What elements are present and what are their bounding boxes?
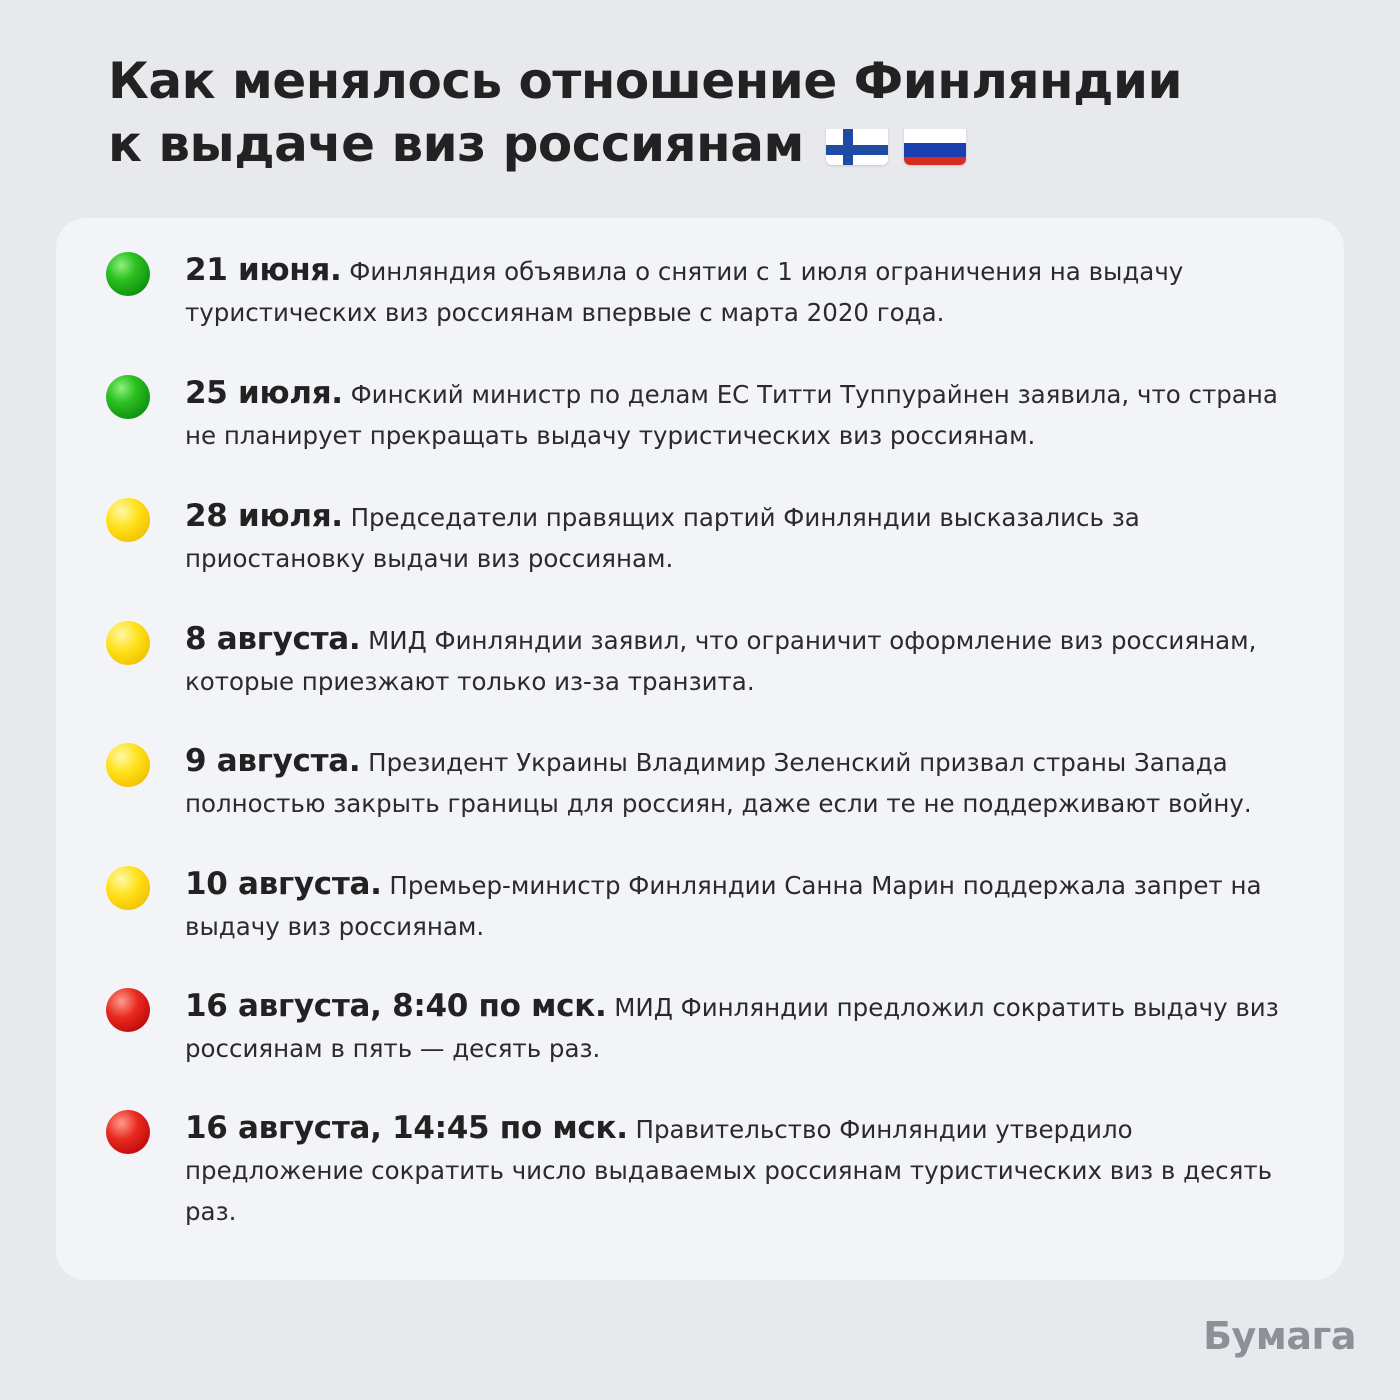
timeline-item-date: 10 августа. xyxy=(185,866,382,902)
timeline-item-text xyxy=(185,373,1315,456)
timeline-item-description: Правительство Финляндии утвердило предложение сократить число выдаваемых россиянам туристических виз в десять раз. xyxy=(185,1115,1273,1226)
timeline-item-text xyxy=(185,496,1315,579)
timeline-item-text xyxy=(185,1108,1315,1232)
timeline-item-description: Премьер-министр Финляндии Санна Марин поддержала запрет на выдачу виз россиянам. xyxy=(185,871,1262,941)
russia-flag-icon xyxy=(904,123,966,165)
timeline-item-date: 16 августа, 14:45 по мск. xyxy=(185,1110,628,1146)
timeline-item-text xyxy=(185,619,1315,702)
yellow-circle-icon xyxy=(106,866,150,910)
timeline-item-description: Финляндия объявила о снятии с 1 июля ограничения на выдачу туристических виз россиянам впервые с марта 2020 года. xyxy=(185,257,1184,327)
red-circle-icon xyxy=(106,1110,150,1154)
finland-flag-icon xyxy=(826,123,888,165)
red-circle-icon xyxy=(106,988,150,1032)
timeline-item-date: 8 августа. xyxy=(185,621,361,657)
timeline-item-date: 21 июня. xyxy=(185,252,342,288)
timeline-item-date: 28 июля. xyxy=(185,498,343,534)
timeline-item-description: МИД Финляндии заявил, что ограничит оформление виз россиянам, которые приезжают только из-за транзита. xyxy=(185,626,1257,696)
green-circle-icon xyxy=(106,375,150,419)
timeline-item-description: Президент Украины Владимир Зеленский призвал страны Запада полностью закрыть границы для россиян, даже если те не поддерживают войну. xyxy=(185,748,1252,818)
timeline-item-description: Председатели правящих партий Финляндии высказались за приостановку выдачи виз россиянам. xyxy=(185,503,1140,573)
timeline-item-description: Финский министр по делам ЕС Титти Туппурайнен заявила, что страна не планирует прекращать выдачу туристических виз россиянам. xyxy=(185,380,1278,450)
timeline-item-text xyxy=(185,864,1315,947)
flags xyxy=(826,123,966,165)
title-line-1: Как менялось отношение Финляндии xyxy=(108,52,1183,110)
page-title xyxy=(108,50,1308,176)
timeline-item-date: 16 августа, 8:40 по мск. xyxy=(185,988,607,1024)
title-line-2: к выдаче виз россиянам xyxy=(108,115,804,173)
bumaga-logo: Бумага xyxy=(1203,1314,1356,1358)
timeline-item-text xyxy=(185,250,1315,333)
yellow-circle-icon xyxy=(106,498,150,542)
yellow-circle-icon xyxy=(106,743,150,787)
yellow-circle-icon xyxy=(106,621,150,665)
timeline-item-date: 9 августа. xyxy=(185,743,361,779)
timeline-item-date: 25 июля. xyxy=(185,375,343,411)
timeline-item-description: МИД Финляндии предложил сократить выдачу виз россиянам в пять — десять раз. xyxy=(185,993,1279,1063)
timeline-item-text xyxy=(185,986,1315,1069)
green-circle-icon xyxy=(106,252,150,296)
timeline-item-text xyxy=(185,741,1315,824)
timeline-card xyxy=(56,218,1344,1280)
